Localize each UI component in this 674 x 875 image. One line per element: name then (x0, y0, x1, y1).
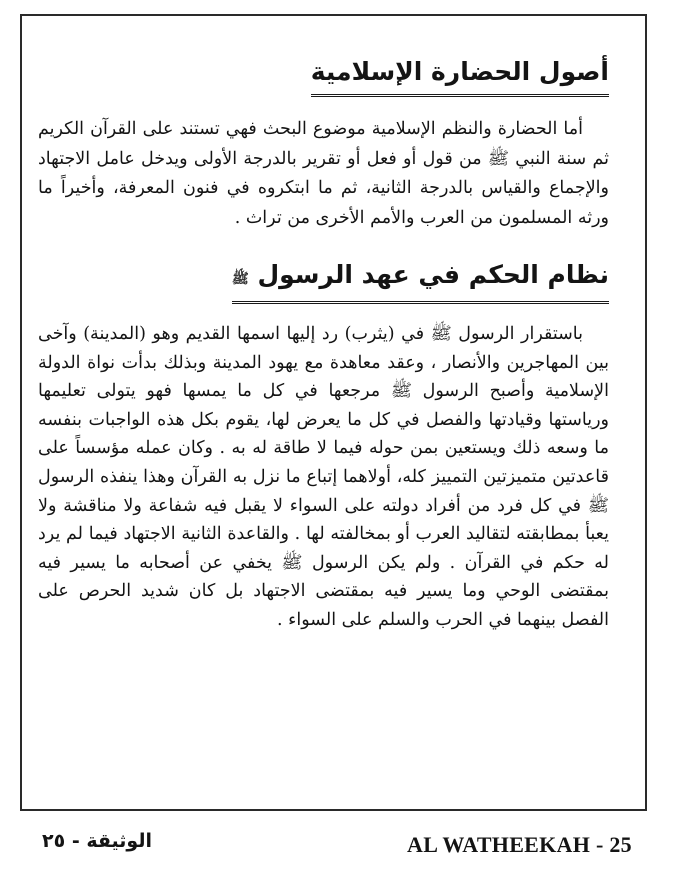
heading-wrapper (38, 52, 609, 97)
section-heading-origins: أصول الحضارة الإسلامية (311, 52, 609, 97)
paragraph-origins: أما الحضارة والنظم الإسلامية موضوع البحث فهي تستند على القرآن الكريم ثم سنة النبي ﷺ من قول أو فعل أو تقرير بالدرجة الأولى ويدخل عامل الاجتهاد والإجماع والقياس بالدرجة الثانية، ثم ما ابتكروه في فنون المعرفة، وأخيراً ما ورثه المسلمون من العرب والأمم الأخرى من تراث . (38, 119, 609, 228)
page-footer (0, 826, 674, 866)
honorific-symbol: ﷺ (231, 271, 249, 287)
article-body (38, 52, 609, 635)
paragraph-governance: باستقرار الرسول ﷺ في (يثرب) رد إليها اسمها القديم وهو (المدينة) وآخى بين المهاجرين والأنصار ، وعقد معاهدة مع يهود المدينة وبذلك بدأت نواة الدولة الإسلامية وأصبح الرسول ﷺ مرجعها في كل ما يمسها فهو يتولى تعليمها ورياستها وقيادتها والفصل في كل ما يعرض لها، يقوم بكل هذه الواجبات بنفسه ما وسعه ذلك ويستعين بمن حوله فيما لا طاقة له به . وكان عمله مؤسساً على قاعدتين متميزتين التمييز كله، أولاهما إتباع ما نزل به القرآن وهذا ينفذه الرسول ﷺ في كل فرد من أفراد دولته على السواء لا يقبل فيه شفاعة ولا مناقشة ولا يعبأ بمطابقته لتقاليد العرب أو بمخالفته لها . والقاعدة الثانية الاجتهاد فيما لم يرد له حكم في القرآن . ولم يكن الرسول ﷺ يخفي عن أصحابه ما يسير فيه بمقتضى الوحي وما يسير فيه بمقتضى الاجتهاد بل كان شديد الحرص على الفصل بينهما في الحرب والسلم على السواء . (38, 324, 609, 630)
section-heading-governance (232, 255, 609, 304)
heading-text: نظام الحكم في عهد الرسول (257, 260, 609, 289)
heading-wrapper (38, 255, 609, 304)
footer-english-title: AL WATHEEKAH - 25 (407, 832, 632, 857)
footer-arabic-title: الوثيقة - ٢٥ (42, 830, 152, 852)
